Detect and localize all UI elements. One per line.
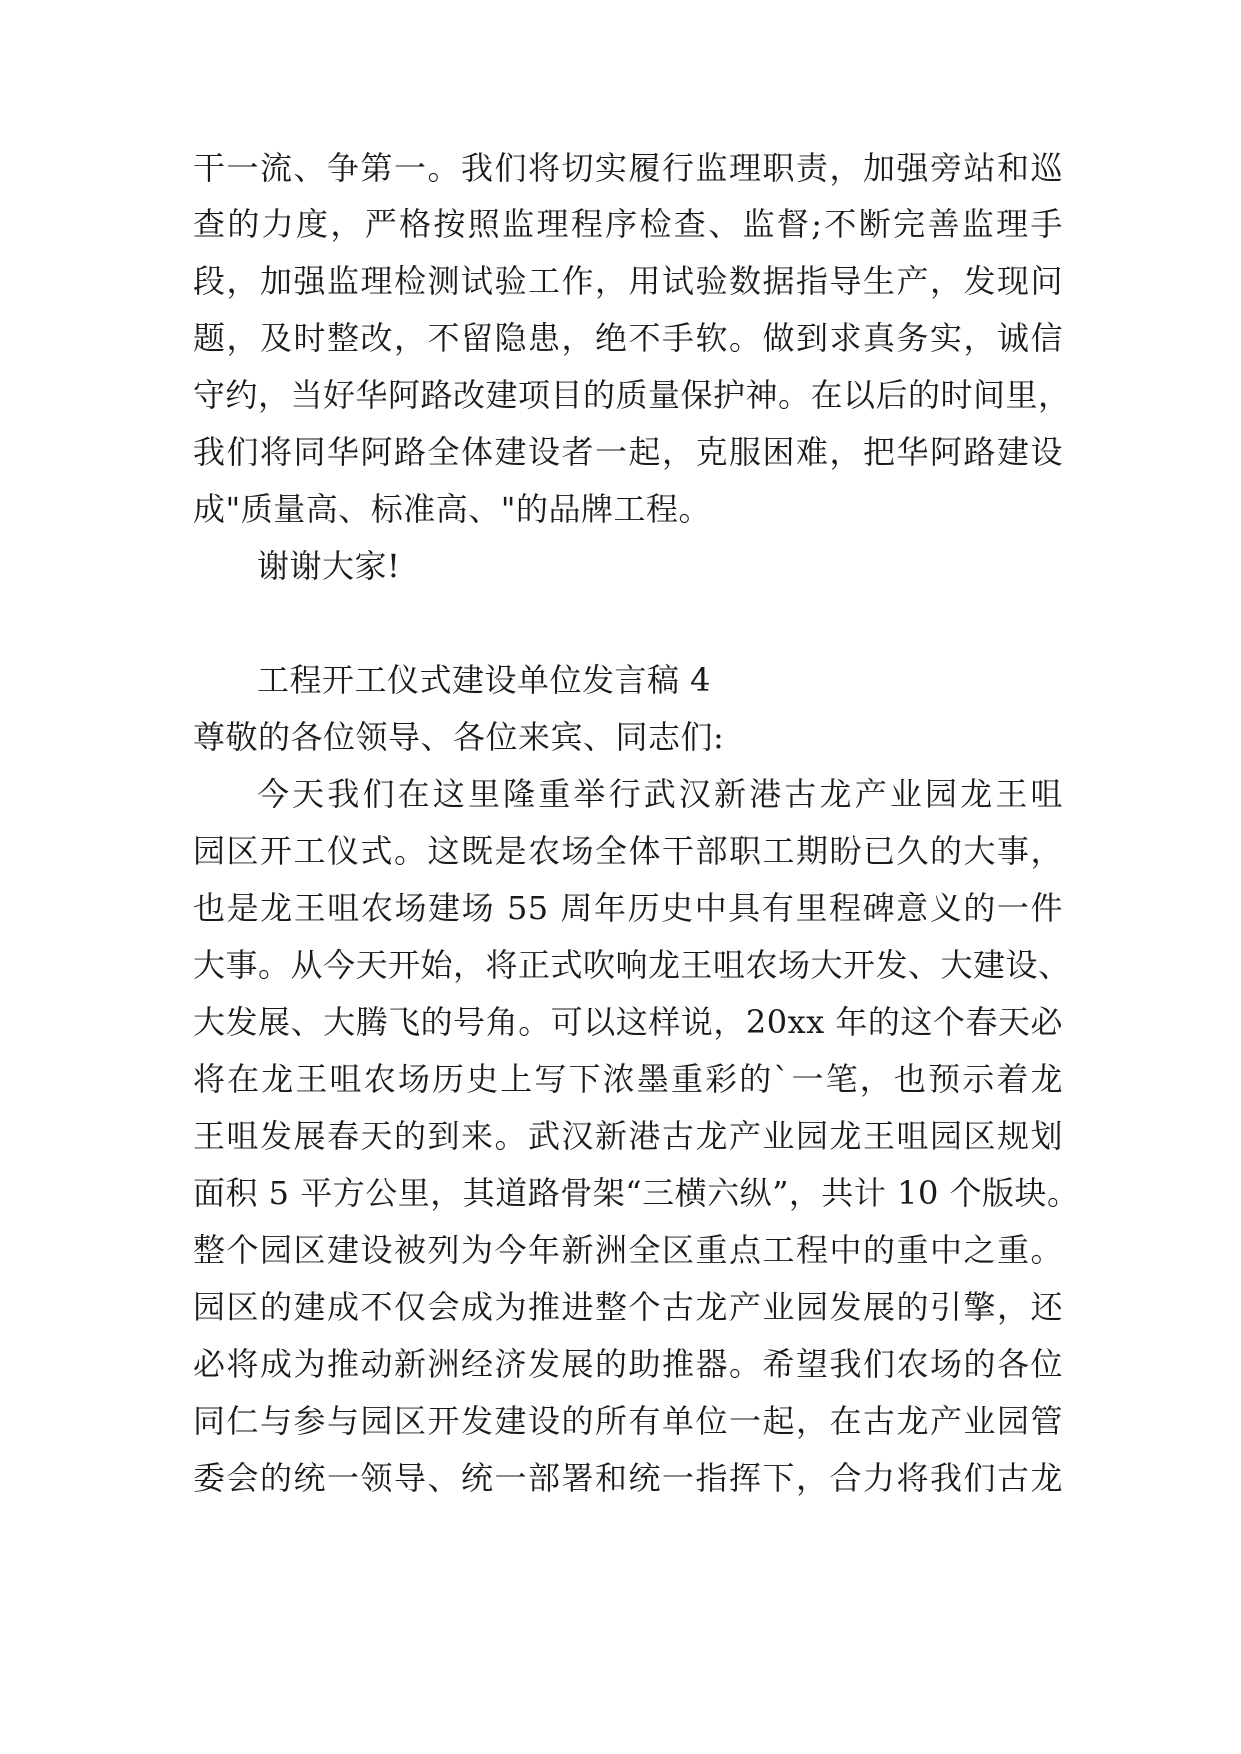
paragraph-line: 题，及时整改，不留隐患，绝不手软。做到求真务实，诚信	[193, 319, 1063, 357]
speech-line: 将在龙王咀农场历史上写下浓墨重彩的`一笔，也预示着龙	[193, 1060, 1063, 1098]
speech-line: 面积 5 平方公里，其道路骨架“三横六纵”，共计 10 个版块。	[193, 1174, 1080, 1212]
paragraph-line: 查的力度，严格按照监理程序检查、监督;不断完善监理手	[193, 205, 1063, 243]
thanks-line: 谢谢大家!	[257, 547, 401, 585]
paragraph-line: 守约，当好华阿路改建项目的质量保护神。在以后的时间里，	[193, 376, 1071, 414]
paragraph-line: 我们将同华阿路全体建设者一起，克服困难，把华阿路建设	[193, 433, 1063, 471]
speech-line: 大发展、大腾飞的号角。可以这样说，20xx 年的这个春天必	[193, 1003, 1063, 1041]
speech-line: 大事。从今天开始，将正式吹响龙王咀农场大开发、大建设、	[193, 946, 1071, 984]
speech-line: 同仁与参与园区开发建设的所有单位一起，在古龙产业园管	[193, 1402, 1063, 1440]
speech-line: 整个园区建设被列为今年新洲全区重点工程中的重中之重。	[193, 1231, 1063, 1269]
speech-line: 必将成为推动新洲经济发展的助推器。希望我们农场的各位	[193, 1345, 1063, 1383]
speech-line: 也是龙王咀农场建场 55 周年历史中具有里程碑意义的一件	[193, 889, 1063, 927]
paragraph-line: 段，加强监理检测试验工作，用试验数据指导生产，发现问	[193, 262, 1063, 300]
speech-line: 园区开工仪式。这既是农场全体干部职工期盼已久的大事，	[193, 832, 1063, 870]
speech-line: 园区的建成不仅会成为推进整个古龙产业园发展的引擎，还	[193, 1288, 1063, 1326]
speech-line: 今天我们在这里隆重举行武汉新港古龙产业园龙王咀	[257, 775, 1063, 813]
speech-line: 王咀发展春天的到来。武汉新港古龙产业园龙王咀园区规划	[193, 1117, 1063, 1155]
paragraph-line: 干一流、争第一。我们将切实履行监理职责，加强旁站和巡	[193, 149, 1063, 187]
paragraph-line: 成"质量高、标准高、"的品牌工程。	[193, 490, 711, 528]
speech-line: 委会的统一领导、统一部署和统一指挥下，合力将我们古龙	[193, 1459, 1063, 1497]
section-title: 工程开工仪式建设单位发言稿 4	[257, 661, 712, 699]
salutation: 尊敬的各位领导、各位来宾、同志们:	[193, 718, 725, 756]
